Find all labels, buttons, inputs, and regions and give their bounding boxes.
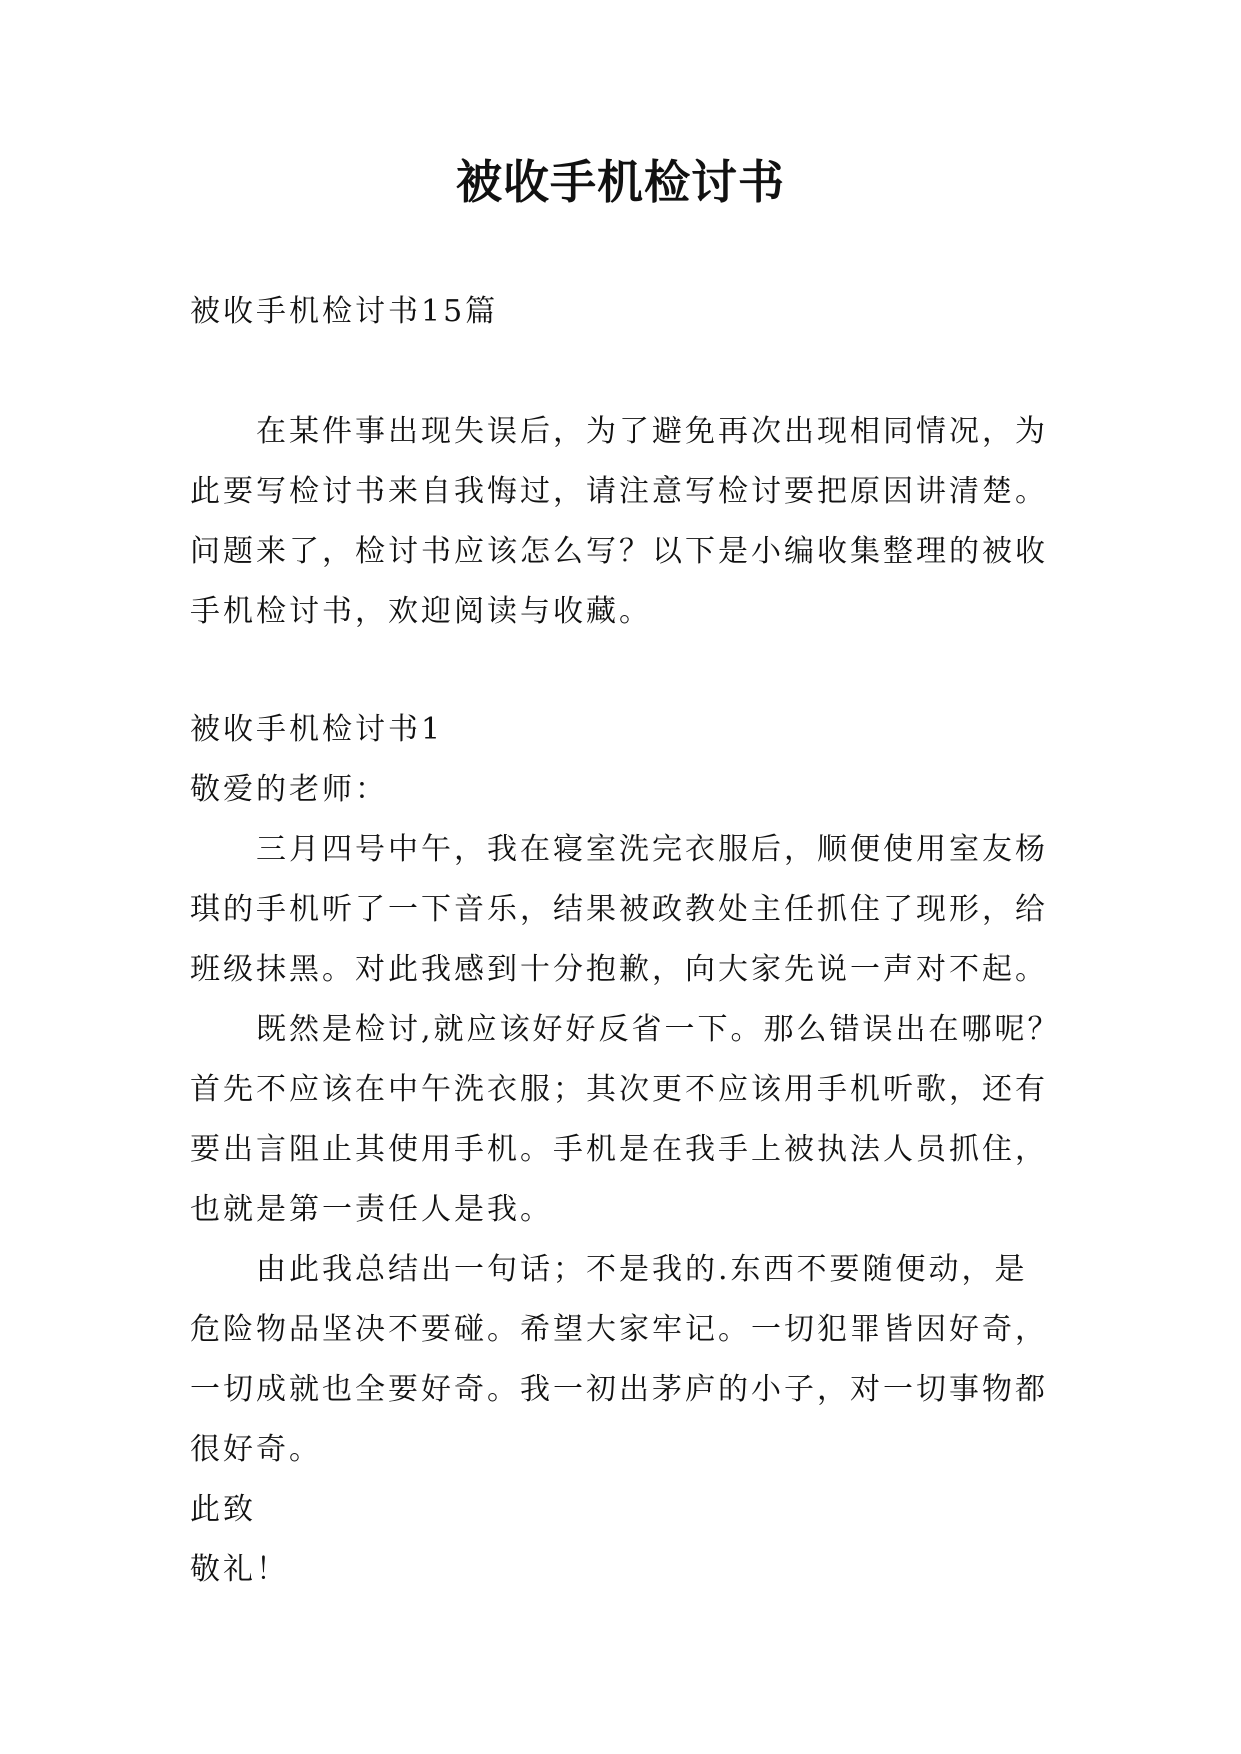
intro-line: 问题来了，检讨书应该怎么写？以下是小编收集整理的被收 — [190, 534, 1048, 569]
intro-line: 在某件事出现失误后，为了避免再次出现相同情况，为 — [256, 414, 1048, 449]
letter-section — [190, 700, 1060, 1600]
paragraph-line: 由此我总结出一句话；不是我的.东西不要随便动，是 — [256, 1252, 1028, 1287]
paragraph-line: 很好奇。 — [190, 1432, 322, 1467]
letter-paragraph-2 — [190, 1000, 1060, 1240]
intro-line: 手机检讨书，欢迎阅读与收藏。 — [190, 594, 652, 629]
paragraph-line: 三月四号中午，我在寝室洗完衣服后，顺便使用室友杨 — [256, 832, 1048, 867]
paragraph-line: 一切成就也全要好奇。我一初出茅庐的小子，对一切事物都 — [190, 1372, 1048, 1407]
closing-line: 敬礼！ — [190, 1552, 289, 1587]
paragraph-line: 要出言阻止其使用手机。手机是在我手上被执法人员抓住， — [190, 1132, 1048, 1167]
paragraph-line: 琪的手机听了一下音乐，结果被政教处主任抓住了现形，给 — [190, 892, 1048, 927]
closing-line: 此致 — [190, 1492, 256, 1527]
paragraph-line: 首先不应该在中午洗衣服；其次更不应该用手机听歌，还有 — [190, 1072, 1048, 1107]
letter-paragraph-3 — [190, 1240, 1060, 1480]
paragraph-line: 危险物品坚决不要碰。希望大家牢记。一切犯罪皆因好奇， — [190, 1312, 1048, 1347]
intro-paragraph — [190, 402, 1060, 642]
document-subtitle — [190, 282, 1060, 342]
paragraph-line: 既然是检讨,就应该好好反省一下。那么错误出在哪呢？ — [256, 1012, 1061, 1047]
letter-paragraph-1 — [190, 820, 1060, 1000]
salutation: 敬爱的老师： — [190, 772, 388, 807]
section-heading: 被收手机检讨书1 — [190, 712, 444, 747]
intro-line: 此要写检讨书来自我悔过，请注意写检讨要把原因讲清楚。 — [190, 474, 1048, 509]
document-title: 被收手机检讨书 — [456, 155, 785, 209]
paragraph-line: 也就是第一责任人是我。 — [190, 1192, 553, 1227]
paragraph-line: 班级抹黑。对此我感到十分抱歉，向大家先说一声对不起。 — [190, 952, 1048, 987]
subtitle-line: 被收手机检讨书15篇 — [190, 294, 499, 329]
